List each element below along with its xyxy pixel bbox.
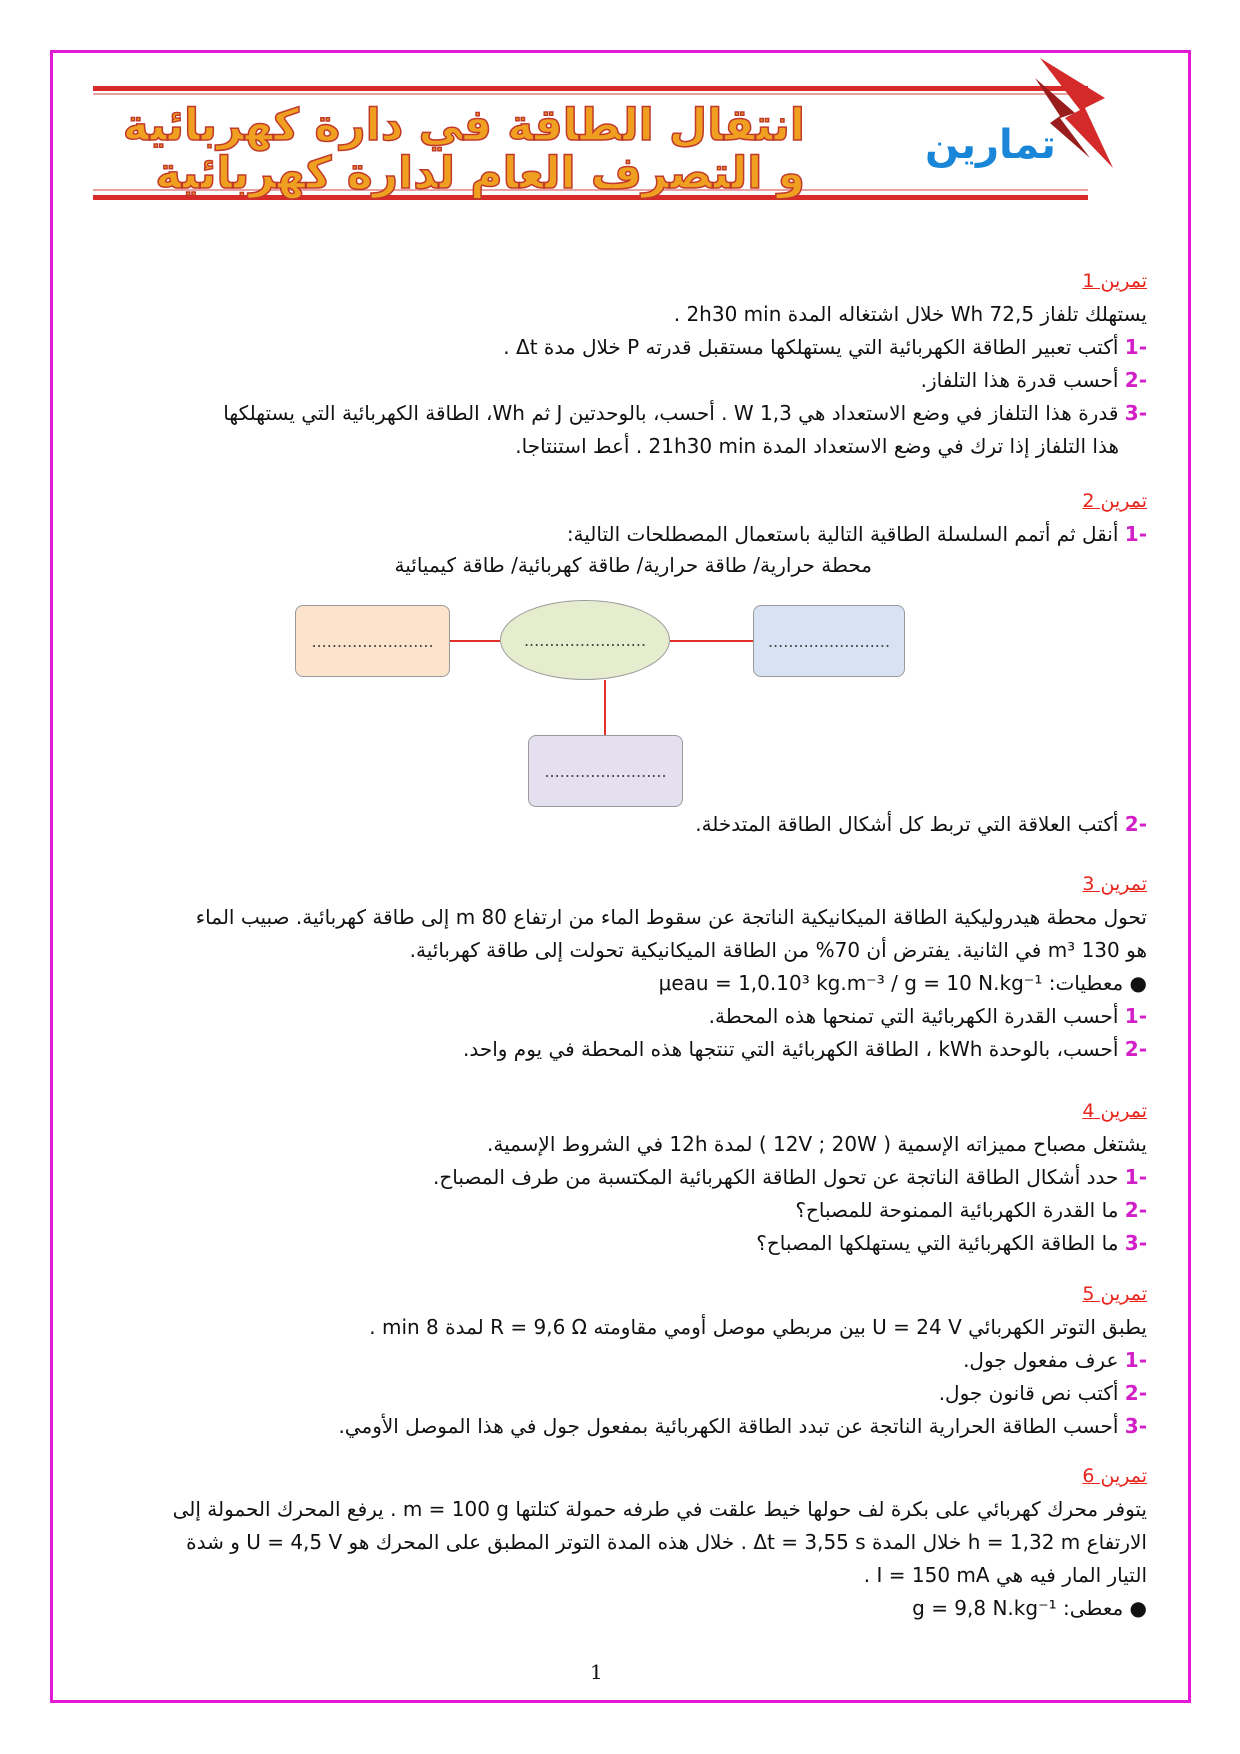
chain-ellipse-center: ........................ bbox=[500, 600, 670, 680]
exercise-5-q2: -2 أكتب نص قانون جول. bbox=[938, 1381, 1147, 1405]
exercise-2-part2 bbox=[87, 808, 1147, 841]
exercise-5-intro: يطبق التوتر الكهربائي U = 24 V بين مربطي موصل أومي مقاومته R = 9,6 Ω لمدة 8 min . bbox=[369, 1315, 1147, 1339]
exercise-6-line3: التيار المار فيه هي I = 150 mA . bbox=[863, 1563, 1147, 1587]
arrow-center-to-right bbox=[670, 640, 753, 642]
exercise-2-q2: -2 أكتب العلاقة التي تربط كل أشكال الطاقة المتدخلة. bbox=[695, 812, 1147, 836]
exercise-4-q1: -1 حدد أشكال الطاقة الناتجة عن تحول الطاقة الكهربائية المكتسبة من طرف المصباح. bbox=[432, 1165, 1147, 1189]
exercise-3-title: تمرين 3 bbox=[1082, 873, 1147, 895]
exercise-1-q2: -2 أحسب قدرة هذا التلفاز. bbox=[920, 368, 1147, 392]
exercise-6-given: ● معطى: g = 9,8 N.kg⁻¹ bbox=[912, 1596, 1147, 1620]
lightning-logo-icon bbox=[1035, 58, 1115, 178]
exercise-4 bbox=[87, 1095, 1147, 1260]
exercise-3-intro1: تحول محطة هيدروليكية الطاقة الميكانيكية الناتجة عن سقوط الماء من ارتفاع 80 m إلى طاقة كهربائية. صبيب الماء bbox=[195, 905, 1147, 929]
exercise-1-q3-cont: هذا التلفاز إذا ترك في وضع الاستعداد المدة 21h30 min . أعط استنتاجا. bbox=[515, 434, 1119, 458]
exercises-badge: تمارين bbox=[925, 122, 1056, 168]
exercise-4-title: تمرين 4 bbox=[1082, 1100, 1147, 1122]
exercise-5-q3: -3 أحسب الطاقة الحرارية الناتجة عن تبدد الطاقة الكهربائية بمفعول جول في هذا الموصل الأومي. bbox=[338, 1414, 1147, 1438]
exercise-1-intro: يستهلك تلفاز 72,5 Wh خلال اشتغاله المدة 2h30 min . bbox=[673, 302, 1147, 326]
exercise-1-q3: -3 قدرة هذا التلفاز في وضع الاستعداد هي 1,3 W . أحسب، بالوحدتين J ثم Wh، الطاقة الكهربائية التي يستهلكها bbox=[223, 401, 1147, 425]
exercise-5-q1: -1 عرف مفعول جول. bbox=[963, 1348, 1147, 1372]
header-rule-top bbox=[93, 86, 1088, 91]
chain-box-right: ........................ bbox=[753, 605, 905, 677]
chain-box-left: ........................ bbox=[295, 605, 450, 677]
arrow-left-to-center bbox=[450, 640, 500, 642]
exercise-3-intro2: هو 130 m³ في الثانية. يفترض أن 70% من الطاقة الميكانيكية تحولت إلى طاقة كهربائية. bbox=[409, 938, 1147, 962]
exercise-3-q1: -1 أحسب القدرة الكهربائية التي تمنحها هذه المحطة. bbox=[708, 1004, 1147, 1028]
exercise-6-title: تمرين 6 bbox=[1082, 1465, 1147, 1487]
energy-chain-diagram bbox=[295, 600, 915, 815]
exercise-6 bbox=[87, 1460, 1147, 1625]
exercise-2-q1: -1 أنقل ثم أتمم السلسلة الطاقية التالية باستعمال المصطلحات التالية: bbox=[566, 522, 1147, 546]
exercise-4-q2: -2 ما القدرة الكهربائية الممنوحة للمصباح؟ bbox=[795, 1198, 1147, 1222]
exercise-5-title: تمرين 5 bbox=[1082, 1283, 1147, 1305]
exercise-3-q2: -2 أحسب، بالوحدة kWh ، الطاقة الكهربائية التي تنتجها هذه المحطة في يوم واحد. bbox=[463, 1037, 1147, 1061]
header-title-line2: و التصرف العام لدارة كهربائية bbox=[155, 148, 805, 199]
exercise-2-title: تمرين 2 bbox=[1082, 490, 1147, 512]
exercise-3-givens: ● معطيات: μeau = 1,0.10³ kg.m⁻³ / g = 10 N.kg⁻¹ bbox=[658, 971, 1147, 995]
header-title-line1: انتقال الطاقة في دارة كهربائية bbox=[122, 100, 805, 151]
exercise-2-terms: محطة حرارية/ طاقة حرارية/ طاقة كهربائية/ طاقة كيميائية bbox=[394, 553, 872, 577]
exercise-6-line2: الارتفاع h = 1,32 m خلال المدة Δt = 3,55 s . خلال هذه المدة التوتر المطبق على المحرك هو U = 4,5 V و شدة bbox=[186, 1530, 1147, 1554]
exercise-1-q1: -1 أكتب تعبير الطاقة الكهربائية التي يستهلكها مستقبل قدرته P خلال مدة Δt . bbox=[503, 335, 1147, 359]
exercise-5 bbox=[87, 1278, 1147, 1443]
exercise-2 bbox=[87, 485, 1147, 579]
chain-box-bottom: ........................ bbox=[528, 735, 683, 807]
header-rule-top-thin bbox=[93, 93, 1088, 95]
exercise-1-title: تمرين 1 bbox=[1082, 270, 1147, 292]
exercise-4-intro: يشتغل مصباح مميزاته الإسمية ( 12V ; 20W ) لمدة 12h في الشروط الإسمية. bbox=[487, 1132, 1147, 1156]
exercise-3 bbox=[87, 868, 1147, 1066]
exercise-4-q3: -3 ما الطاقة الكهربائية التي يستهلكها المصباح؟ bbox=[756, 1231, 1147, 1255]
exercise-6-line1: يتوفر محرك كهربائي على بكرة لف حولها خيط علقت في طرفه حمولة كتلتها m = 100 g . يرفع المحرك الحمولة إلى bbox=[172, 1497, 1147, 1521]
arrow-center-to-bottom bbox=[604, 680, 606, 735]
exercise-1 bbox=[87, 265, 1147, 463]
page-number: 1 bbox=[590, 1660, 603, 1684]
